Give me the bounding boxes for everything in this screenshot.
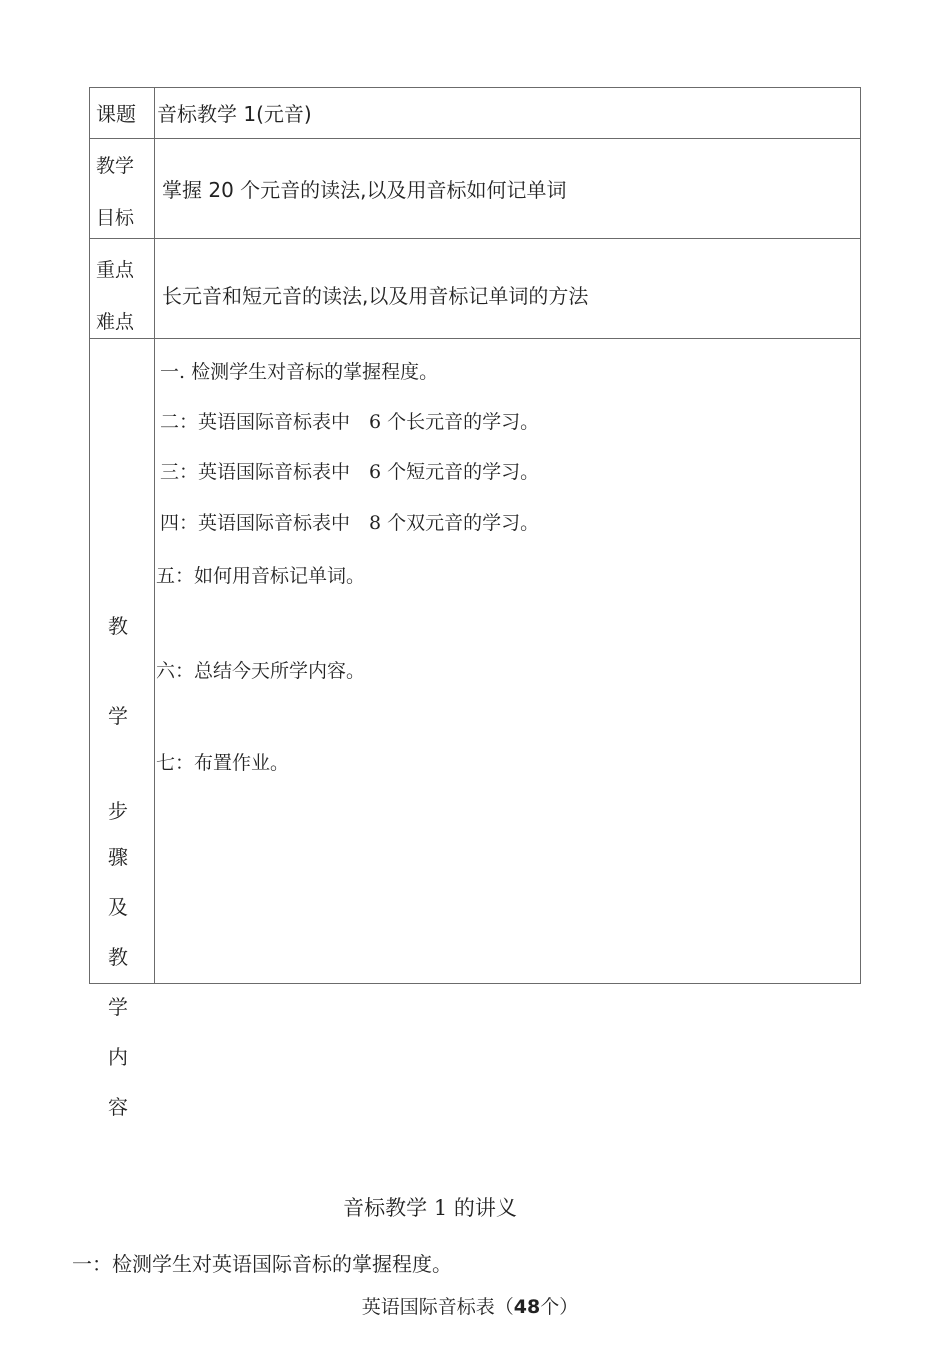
caption-prefix: 英语国际音标表（ bbox=[361, 1296, 514, 1318]
steps-label-char: 教 bbox=[108, 614, 128, 638]
goal-row bbox=[90, 138, 860, 239]
step-item: 五：如何用音标记单词。 bbox=[156, 565, 366, 587]
focus-value: 长元音和短元音的读法,以及用音标记单词的方法 bbox=[162, 284, 589, 308]
step-item: 六：总结今天所学内容。 bbox=[156, 660, 366, 682]
step-item: 一. 检测学生对音标的掌握程度。 bbox=[160, 361, 439, 383]
steps-label-char: 内 bbox=[108, 1045, 128, 1069]
handout-section-1: 一：检测学生对英语国际音标的掌握程度。 bbox=[72, 1252, 452, 1276]
step-item: 三：英语国际音标表中 6 个短元音的学习。 bbox=[160, 461, 540, 483]
goal-value: 掌握 20 个元音的读法,以及用音标如何记单词 bbox=[162, 178, 567, 202]
step-item: 七：布置作业。 bbox=[156, 752, 290, 774]
steps-label-char: 学 bbox=[108, 704, 128, 728]
focus-label-line2: 难点 bbox=[96, 311, 135, 333]
goal-label-line1: 教学 bbox=[96, 155, 135, 177]
lesson-plan-table bbox=[89, 87, 861, 984]
steps-label-char: 骤 bbox=[108, 845, 128, 869]
steps-label-char: 学 bbox=[108, 995, 128, 1019]
phonetic-table-caption bbox=[0, 1292, 940, 1319]
steps-label-char: 步 bbox=[108, 799, 128, 823]
goal-label-line2: 目标 bbox=[96, 207, 135, 229]
steps-label-char: 容 bbox=[108, 1095, 128, 1119]
caption-suffix: 个） bbox=[540, 1296, 579, 1318]
steps-label-char: 及 bbox=[108, 895, 128, 919]
topic-row bbox=[90, 88, 860, 139]
focus-label-line1: 重点 bbox=[96, 259, 135, 281]
step-item: 二：英语国际音标表中 6 个长元音的学习。 bbox=[160, 411, 540, 433]
focus-row bbox=[90, 238, 860, 339]
handout-title: 音标教学 1 的讲义 bbox=[343, 1196, 517, 1220]
steps-label-char: 教 bbox=[108, 945, 128, 969]
caption-count: 48 bbox=[513, 1296, 541, 1318]
topic-value: 音标教学 1(元音) bbox=[157, 102, 312, 126]
step-item: 四：英语国际音标表中 8 个双元音的学习。 bbox=[160, 512, 540, 534]
topic-label: 课题 bbox=[96, 102, 136, 126]
